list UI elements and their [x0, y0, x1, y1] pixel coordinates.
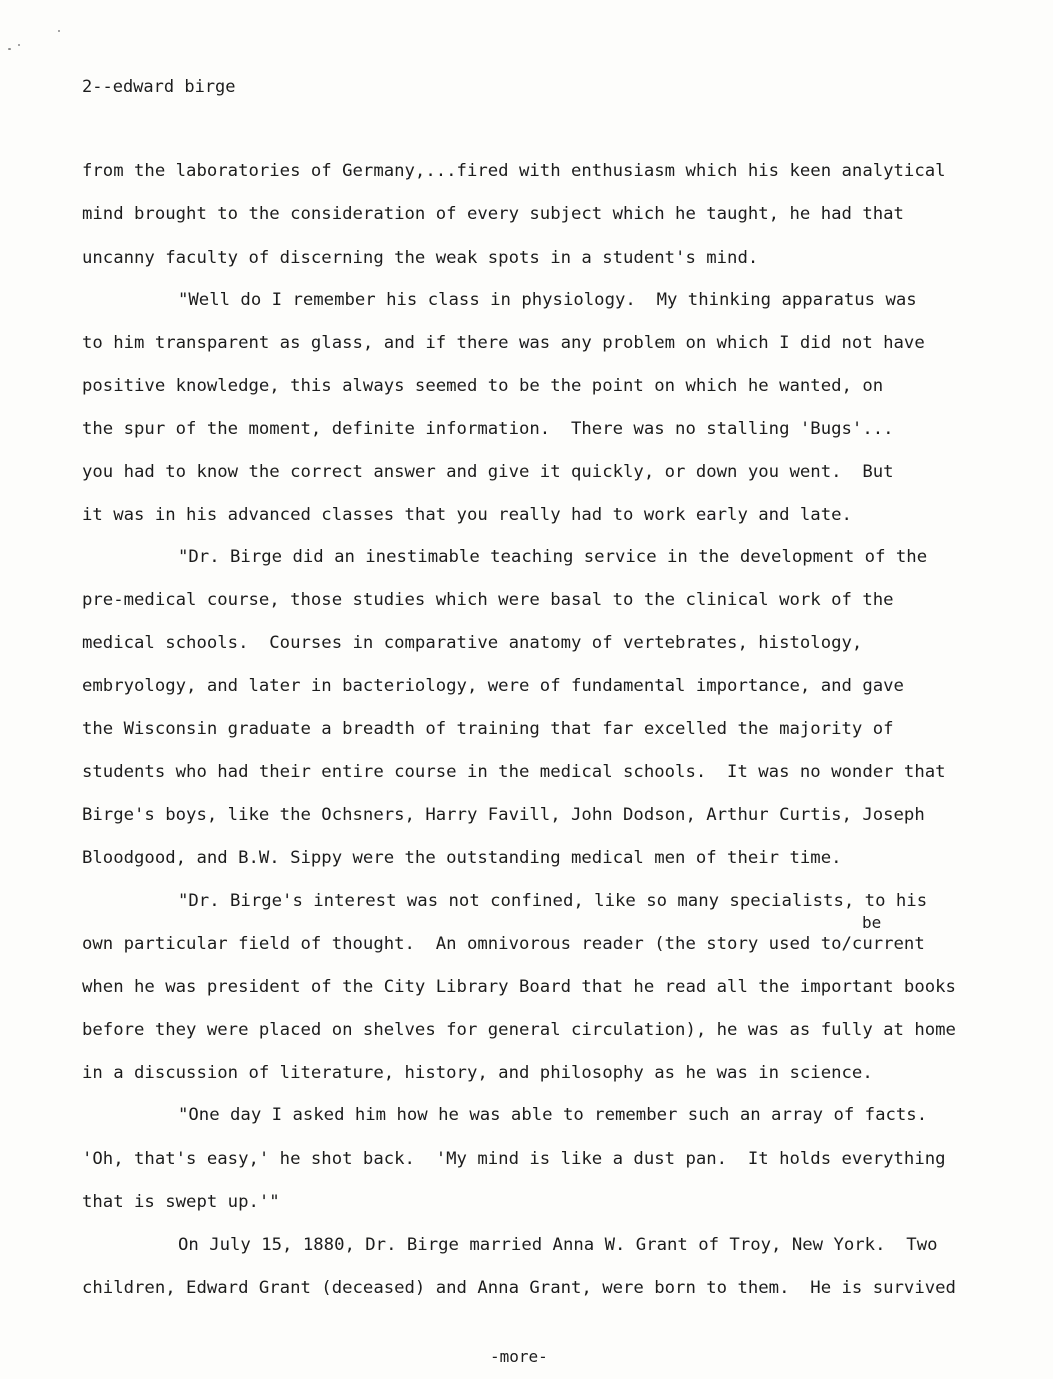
text-line: that is swept up.'"	[82, 1192, 280, 1212]
text-line: mind brought to the consideration of every subject which he taught, he had that	[82, 204, 904, 224]
paragraph-start-line: "One day I asked him how he was able to remember such an array of facts.	[178, 1105, 928, 1125]
paper-speck	[58, 30, 60, 32]
paragraph-start-line: "Well do I remember his class in physiology. My thinking apparatus was	[178, 290, 917, 310]
text-line: pre-medical course, those studies which were basal to the clinical work of the	[82, 590, 894, 610]
text-line: Bloodgood, and B.W. Sippy were the outstanding medical men of their time.	[82, 848, 842, 868]
paragraph-start-line: "Dr. Birge's interest was not confined, like so many specialists, to his	[178, 891, 928, 911]
paragraph-start-line: On July 15, 1880, Dr. Birge married Anna W. Grant of Troy, New York. Two	[178, 1235, 938, 1255]
text-line: children, Edward Grant (deceased) and Anna Grant, were born to them. He is survived	[82, 1278, 956, 1298]
text-line: to him transparent as glass, and if there was any problem on which I did not have	[82, 333, 925, 353]
text-line: students who had their entire course in the medical schools. It was no wonder that	[82, 762, 946, 782]
text-line: you had to know the correct answer and give it quickly, or down you went. But	[82, 462, 894, 482]
text-line: when he was president of the City Library Board that he read all the important books	[82, 977, 956, 997]
text-line: 'Oh, that's easy,' he shot back. 'My mind is like a dust pan. It holds everything	[82, 1149, 946, 1169]
handwritten-insertion: be	[862, 913, 882, 932]
text-line: own particular field of thought. An omnivorous reader (the story used to/current	[82, 934, 925, 954]
text-line: the spur of the moment, definite information. There was no stalling 'Bugs'...	[82, 419, 894, 439]
text-line: uncanny faculty of discerning the weak spots in a student's mind.	[82, 248, 759, 268]
page-header: 2--edward birge	[82, 77, 236, 97]
text-line: positive knowledge, this always seemed to be the point on which he wanted, on	[82, 376, 884, 396]
paper-speck	[18, 44, 20, 46]
page-footer: -more-	[490, 1347, 548, 1366]
paragraph-start-line: "Dr. Birge did an inestimable teaching service in the development of the	[178, 547, 928, 567]
text-line: before they were placed on shelves for general circulation), he was as fully at home	[82, 1020, 956, 1040]
text-line: medical schools. Courses in comparative anatomy of vertebrates, histology,	[82, 633, 863, 653]
paper-speck	[8, 48, 11, 50]
text-line: the Wisconsin graduate a breadth of training that far excelled the majority of	[82, 719, 894, 739]
text-line: embryology, and later in bacteriology, were of fundamental importance, and gave	[82, 676, 904, 696]
text-line: from the laboratories of Germany,...fired with enthusiasm which his keen analytical	[82, 161, 946, 181]
text-line: Birge's boys, like the Ochsners, Harry Favill, John Dodson, Arthur Curtis, Joseph	[82, 805, 925, 825]
text-line: it was in his advanced classes that you really had to work early and late.	[82, 505, 852, 525]
text-line: in a discussion of literature, history, and philosophy as he was in science.	[82, 1063, 873, 1083]
